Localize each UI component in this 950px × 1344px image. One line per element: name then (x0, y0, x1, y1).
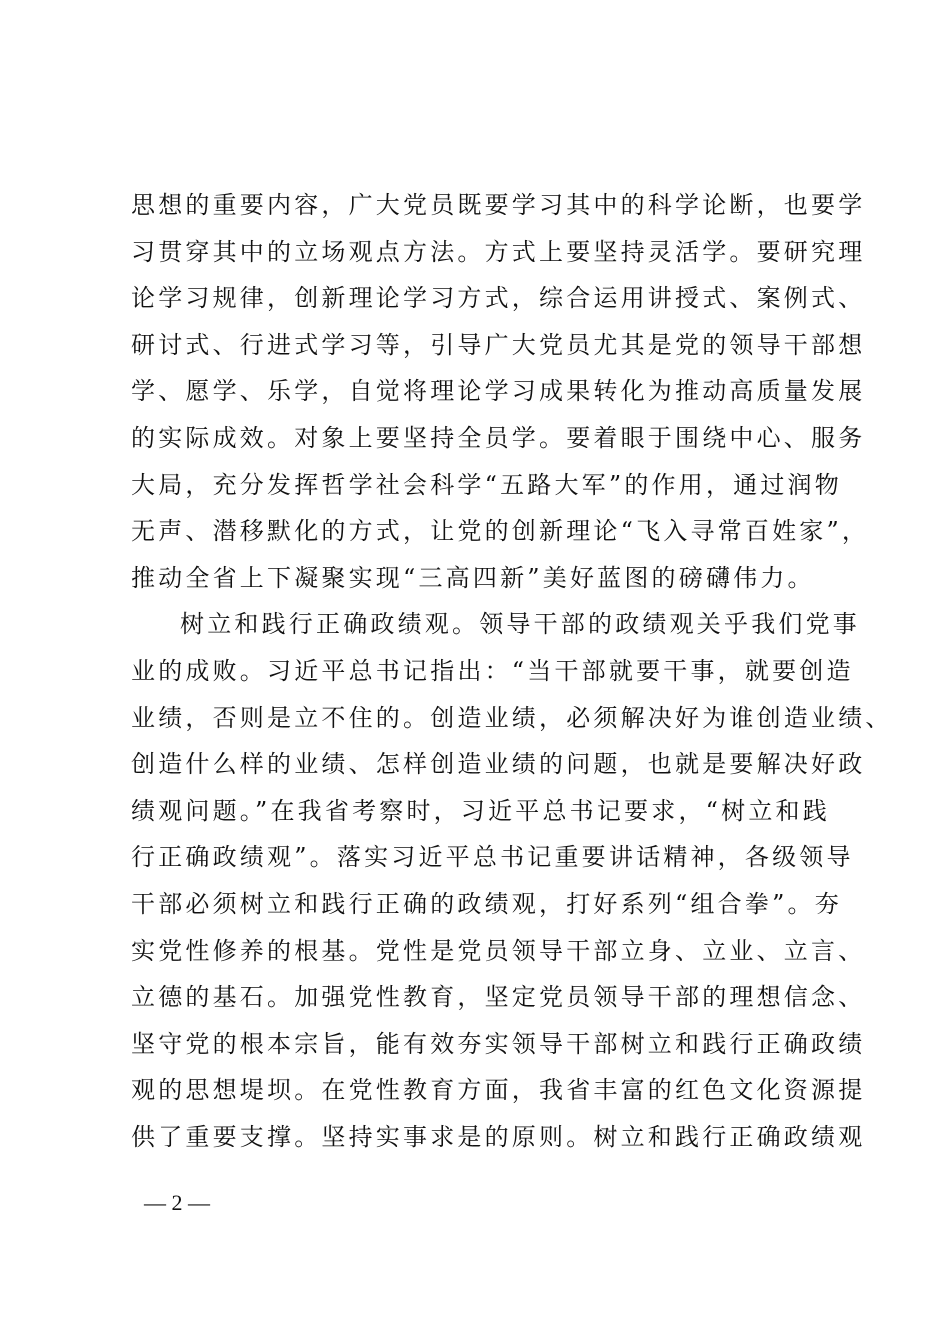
text-line: 大局，充分发挥哲学社会科学“五路大军”的作用，通过润物 (131, 470, 842, 499)
text-line: 的实际成效。对象上要坚持全员学。要着眼于围绕中心、服务 (131, 423, 866, 452)
text-line: 思想的重要内容，广大党员既要学习其中的科学论断，也要学 (131, 191, 866, 219)
text-line: 论学习规律，创新理论学习方式，综合运用讲授式、案例式、 (131, 284, 866, 313)
text-line: 无声、潜移默化的方式，让党的创新理论“飞入寻常百姓家”， (131, 517, 870, 546)
text-line: 业绩，否则是立不住的。创造业绩，必须解决好为谁创造业绩、 (131, 703, 893, 732)
text-line: 干部必须树立和践行正确的政绩观，打好系列“组合拳”。夯 (131, 889, 842, 918)
text-line: 供了重要支撑。坚持实事求是的原则。树立和践行正确政绩观 (131, 1122, 866, 1151)
text-line: 研讨式、行进式学习等，引导广大党员尤其是党的领导干部想 (131, 330, 866, 359)
paragraph-first-line: 树立和践行正确政绩观。领导干部的政绩观关乎我们党事 (180, 610, 860, 639)
page-number: — 2 — (144, 1190, 210, 1215)
text-line: 习贯穿其中的立场观点方法。方式上要坚持灵活学。要研究理 (131, 237, 866, 266)
text-line: 创造什么样的业绩、怎样创造业绩的问题，也就是要解决好政 (131, 750, 866, 779)
text-line: 立德的基石。加强党性教育，坚定党员领导干部的理想信念、 (131, 983, 866, 1012)
text-line: 业的成败。习近平总书记指出：“当干部就要干事，就要创造 (131, 656, 854, 685)
text-line: 推动全省上下凝聚实现“三高四新”美好蓝图的磅礴伟力。 (131, 563, 815, 592)
text-line: 实党性修养的根基。党性是党员领导干部立身、立业、立言、 (131, 936, 866, 965)
text-line: 学、愿学、乐学，自觉将理论学习成果转化为推动高质量发展 (131, 377, 866, 406)
body-text (131, 182, 893, 1160)
text-line: 行正确政绩观”。落实习近平总书记重要讲话精神，各级领导 (131, 843, 854, 872)
text-line: 绩观问题。”在我省考察时，习近平总书记要求，“树立和践 (131, 796, 830, 825)
text-line: 观的思想堤坝。在党性教育方面，我省丰富的红色文化资源提 (131, 1076, 866, 1105)
text-line: 坚守党的根本宗旨，能有效夯实领导干部树立和践行正确政绩 (131, 1029, 866, 1058)
